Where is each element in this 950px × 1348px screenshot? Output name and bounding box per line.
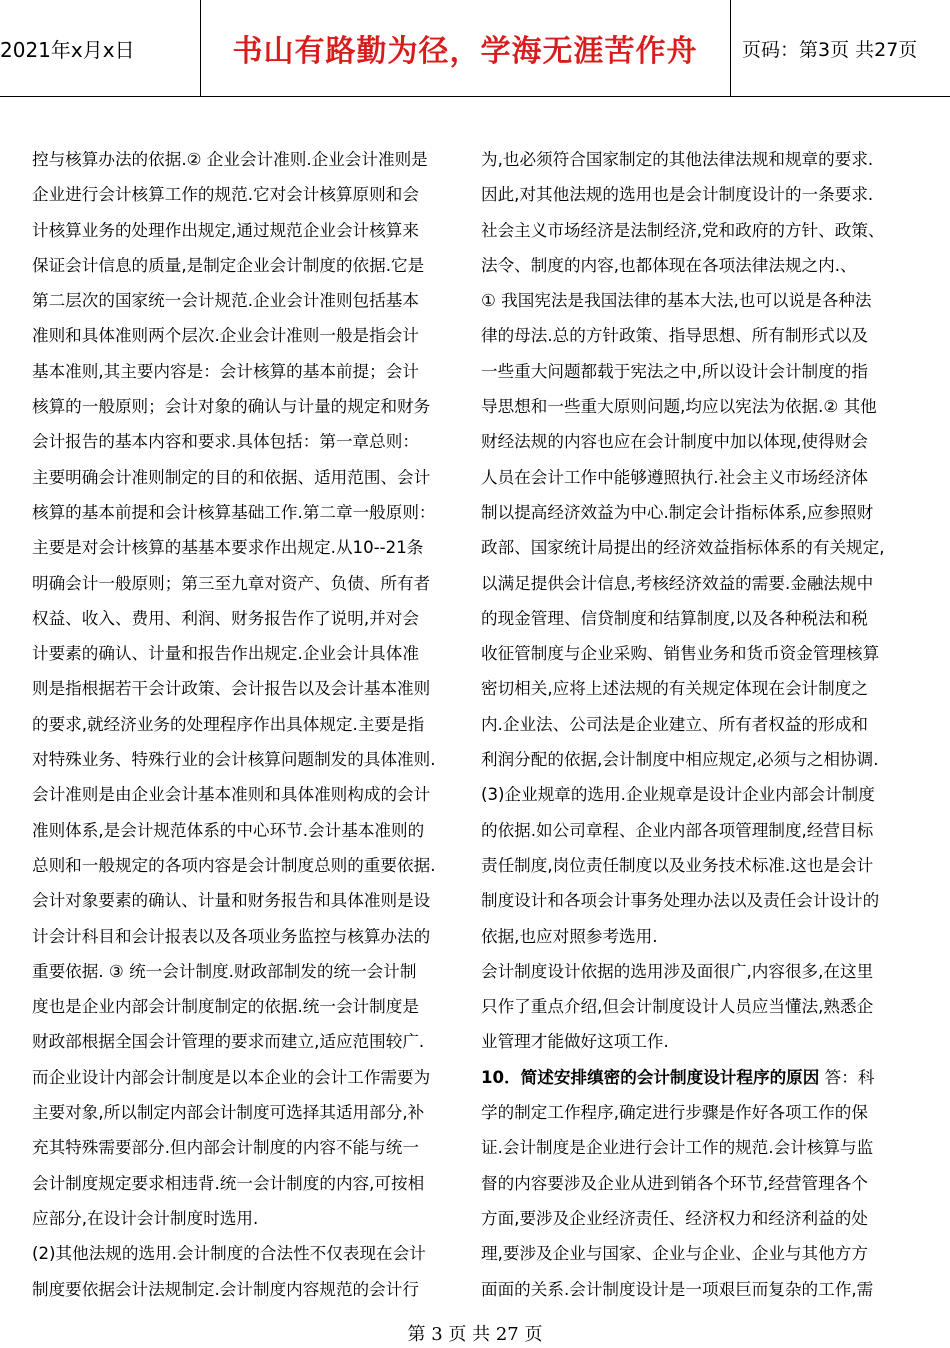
text-line: 重要依据. ③ 统一会计制度.财政部制发的统一会计制 (32, 961, 417, 981)
text-line: 会计制度规定要求相违背.统一会计制度的内容,可按相 (32, 1173, 425, 1193)
text-line: 制度设计和各项会计事务处理办法以及责任会计设计的 (481, 891, 880, 911)
right-column-body (481, 142, 923, 1060)
header-motto: 书山有路勤为径，学海无涯苦作舟 (200, 0, 731, 96)
text-line: 证.会计制度是企业进行会计工作的规范.会计核算与监 (481, 1138, 874, 1158)
text-line: 明确会计一般原则；第三至九章对资产、负债、所有者 (32, 573, 431, 593)
text-line: 的现金管理、信贷制度和结算制度,以及各种税法和税 (481, 608, 868, 628)
text-line: ① 我国宪法是我国法律的基本大法,也可以说是各种法 (481, 291, 872, 311)
text-line: 财政部根据全国会计管理的要求而建立,适应范围较广. (32, 1032, 425, 1052)
text-line: 为,也必须符合国家制定的其他法律法规和规章的要求. (481, 150, 874, 169)
text-line: 控与核算办法的依据.② 企业会计准则.企业会计准则是 (32, 150, 428, 169)
text-line: 的依据.如公司章程、企业内部各项管理制度,经营目标 (481, 820, 874, 840)
left-column (32, 142, 470, 1307)
text-line: 主要对象,所以制定内部会计制度可选择其适用部分,补 (32, 1103, 425, 1123)
text-line: 权益、收入、费用、利润、财务报告作了说明,并对会 (32, 608, 419, 628)
text-line: 因此,对其他法规的选用也是会计制度设计的一条要求. (481, 185, 874, 205)
text-line: 依据,也应对照参考选用. (481, 926, 658, 946)
text-line: 总则和一般规定的各项内容是会计制度总则的重要依据. (32, 855, 436, 875)
q10-answer-body (481, 1095, 923, 1307)
text-line: 制度要依据会计法规制定.会计制度内容规范的会计行 (32, 1279, 419, 1299)
q10-heading-line (481, 1060, 923, 1095)
text-line: (2)其他法规的选用.会计制度的合法性不仅表现在会计 (32, 1244, 426, 1264)
text-line: 利润分配的依据,会计制度中相应规定,必须与之相协调. (481, 750, 879, 770)
text-line: 企业进行会计核算工作的规范.它对会计核算原则和会 (32, 185, 419, 205)
q10-heading: 10．简述安排缜密的会计制度设计程序的原因 (481, 1067, 820, 1087)
text-line: 律的母法.总的方针政策、指导思想、所有制形式以及 (481, 326, 868, 346)
text-line: 主要明确会计准则制定的目的和依据、适用范围、会计 (32, 467, 431, 487)
text-line: 保证会计信息的质量,是制定企业会计制度的依据.它是 (32, 255, 425, 275)
text-line: 会计报告的基本内容和要求.具体包括：第一章总则： (32, 432, 419, 452)
header-page-info: 页码：第3页 共27页 (742, 38, 918, 61)
text-line: (3)企业规章的选用.企业规章是设计企业内部会计制度 (481, 785, 875, 805)
text-line: 一些重大问题都载于宪法之中,所以设计会计制度的指 (481, 361, 868, 381)
text-line: 社会主义市场经济是法制经济,党和政府的方针、政策、 (481, 220, 885, 240)
text-line: 人员在会计工作中能够遵照执行.社会主义市场经济体 (481, 467, 868, 487)
header-date: 2021年x月x日 (0, 0, 201, 96)
text-line: 而企业设计内部会计制度是以本企业的会计工作需要为 (32, 1067, 431, 1087)
text-line: 准则和具体准则两个层次.企业会计准则一般是指会计 (32, 326, 419, 346)
text-line: 会计制度设计依据的选用涉及面很广,内容很多,在这里 (481, 961, 874, 981)
text-line: 充其特殊需要部分.但内部会计制度的内容不能与统一 (32, 1138, 419, 1158)
text-line: 的要求,就经济业务的处理程序作出具体规定.主要是指 (32, 714, 425, 734)
text-line: 制以提高经济效益为中心.制定会计指标体系,应参照财 (481, 502, 874, 522)
text-line: 第二层次的国家统一会计规范.企业会计准则包括基本 (32, 291, 419, 311)
page-footer: 第 3 页 共 27 页 (407, 1324, 543, 1345)
text-line: 计会计科目和会计报表以及各项业务监控与核算办法的 (32, 926, 431, 946)
text-line: 核算的一般原则；会计对象的确认与计量的规定和财务 (32, 397, 431, 417)
text-line: 学的制定工作程序,确定进行步骤是作好各项工作的保 (481, 1103, 868, 1123)
text-line: 责任制度,岗位责任制度以及业务技术标准.这也是会计 (481, 855, 874, 875)
text-line: 业管理才能做好这项工作. (481, 1032, 669, 1052)
text-line: 主要是对会计核算的基基本要求作出规定.从10--21条 (32, 538, 424, 558)
text-line: 内.企业法、公司法是企业建立、所有者权益的形成和 (481, 714, 868, 734)
text-line: 督的内容要涉及企业从进到销各个环节,经营管理各个 (481, 1173, 868, 1193)
text-line: 计要素的确认、计量和报告作出规定.企业会计具体准 (32, 644, 419, 664)
text-line: 财经法规的内容也应在会计制度中加以体现,使得财会 (481, 432, 868, 452)
text-line: 准则体系,是会计规范体系的中心环节.会计基本准则的 (32, 820, 425, 840)
text-line: 方面,要涉及企业经济责任、经济权力和经济利益的处 (481, 1208, 868, 1228)
text-line: 计核算业务的处理作出规定,通过规范企业会计核算来 (32, 220, 419, 240)
text-line: 理,要涉及企业与国家、企业与企业、企业与其他方方 (481, 1244, 868, 1264)
text-line: 核算的基本前提和会计核算基础工作.第二章一般原则： (32, 502, 436, 522)
text-line: 应部分,在设计会计制度时选用. (32, 1208, 259, 1228)
text-line: 度也是企业内部会计制度制定的依据.统一会计制度是 (32, 997, 419, 1017)
text-line: 以满足提供会计信息,考核经济效益的需要.金融法规中 (481, 573, 874, 593)
q10-answer-start: 答：科 (819, 1067, 875, 1087)
text-line: 法令、制度的内容,也都体现在各项法律法规之内.、 (481, 255, 857, 275)
text-line: 政部、国家统计局提出的经济效益指标体系的有关规定, (481, 538, 885, 558)
text-line: 收征管制度与企业采购、销售业务和货币资金管理核算 (481, 644, 880, 664)
page-header (0, 0, 950, 97)
text-line: 导思想和一些重大原则问题,均应以宪法为依据.② 其他 (481, 397, 877, 417)
text-line: 则是指根据若干会计政策、会计报告以及会计基本准则 (32, 679, 431, 699)
text-line: 密切相关,应将上述法规的有关规定体现在会计制度之 (481, 679, 868, 699)
text-line: 对特殊业务、特殊行业的会计核算问题制发的具体准则. (32, 750, 436, 770)
text-line: 基本准则,其主要内容是：会计核算的基本前提；会计 (32, 361, 419, 381)
text-line: 面面的关系.会计制度设计是一项艰巨而复杂的工作,需 (481, 1279, 874, 1299)
right-column (481, 142, 923, 1307)
text-line: 会计对象要素的确认、计量和财务报告和具体准则是设 (32, 891, 431, 911)
text-line: 只作了重点介绍,但会计制度设计人员应当懂法,熟悉企 (481, 997, 874, 1017)
text-line: 会计准则是由企业会计基本准则和具体准则构成的会计 (32, 785, 431, 805)
